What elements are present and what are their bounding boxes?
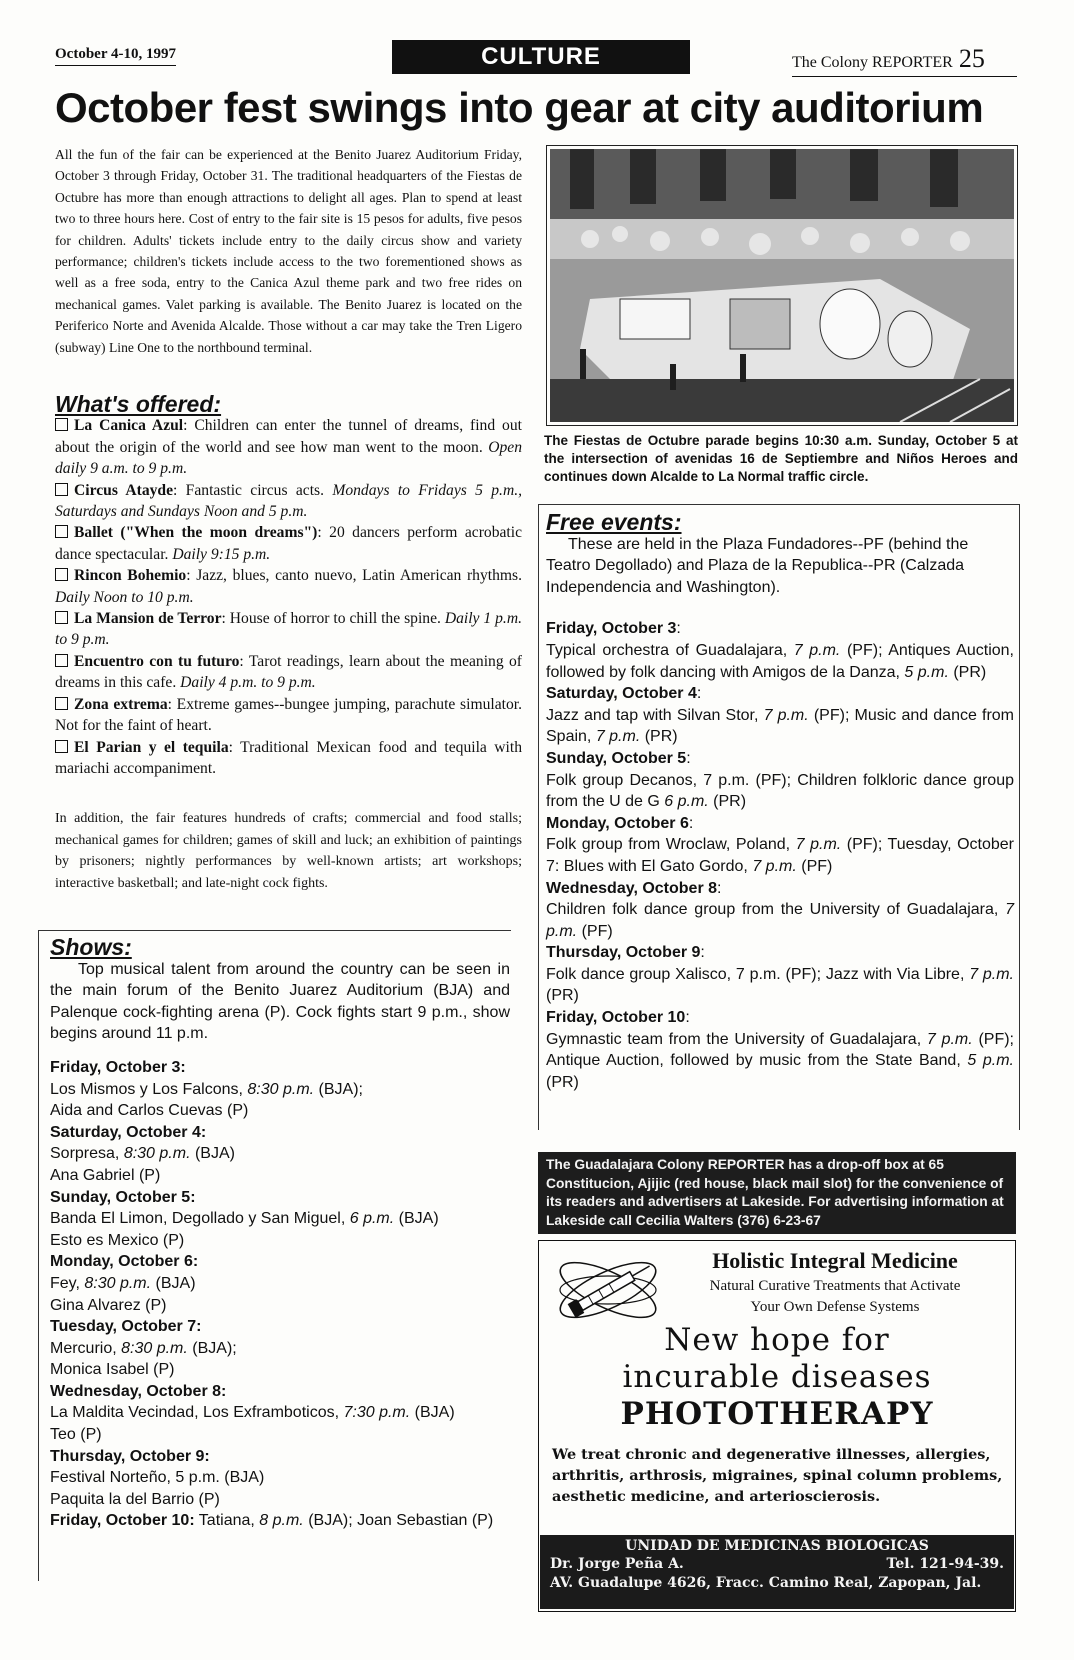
offered-item-desc: : House of horror to chill the spine. (221, 610, 445, 628)
checkbox-icon (55, 525, 68, 538)
body-text: Folk group Decanos, 7 p.m. (PF); Children folkloric dance group from the U de G (546, 771, 1014, 811)
show-day (50, 1251, 510, 1273)
ad-footer (540, 1535, 1014, 1609)
ad-headline-line-3: PHOTOTHERAPY (620, 1396, 934, 1432)
body-text: (PF) (577, 922, 613, 940)
body-text: (BJA); (187, 1339, 237, 1357)
free-day-label: Monday, October 6 (546, 814, 689, 832)
parade-photo-image (550, 149, 1014, 422)
body-text: (PF) (796, 857, 833, 875)
offered-item-name: Zona extrema (74, 695, 168, 713)
checkbox-icon (55, 697, 68, 710)
body-text: Los Mismos y Los Falcons, (50, 1080, 248, 1098)
show-day-colon: : (180, 1058, 186, 1076)
body-text: (BJA); Joan Sebastian (P) (303, 1512, 494, 1530)
time-text: 8:30 p.m. (123, 1145, 191, 1163)
offered-item-desc: : Tarot readings, learn about the meaning of dreams in this cafe. (55, 652, 522, 692)
time-text: 8:30 p.m. (84, 1274, 152, 1292)
offered-item-name: La Canica Azul (74, 417, 184, 435)
show-line (50, 1424, 510, 1446)
shows-schedule (50, 1057, 510, 1532)
ad-footer-org: UNIDAD DE MEDICINAS BIOLOGICAS (625, 1538, 929, 1554)
body-text: (BJA) (410, 1404, 455, 1422)
ad-title: Holistic Integral Medicine (712, 1248, 958, 1273)
show-line (50, 1230, 510, 1252)
checkbox-icon (55, 418, 68, 431)
offered-item-name: Rincon Bohemio (74, 567, 187, 585)
checkbox-icon (55, 483, 68, 496)
body-text: Festival Norteño, 5 p.m. (BJA) (50, 1469, 265, 1487)
body-text: (BJA); (314, 1080, 363, 1098)
body-text: Paquita la del Barrio (P) (50, 1490, 220, 1508)
addition-paragraph: In addition, the fair features hundreds of crafts; commercial and food stalls; mechanical games for children; games of skill and luck; an exhibition of paintings by prisoners; nightly performances by well-known artists; art workshops; interactive basketball; and late-night cock fights. (55, 811, 522, 891)
time-text: 7 p.m. (926, 1030, 973, 1048)
show-day-colon: : (221, 1382, 227, 1400)
publication-name: The Colony REPORTER (792, 54, 953, 71)
offered-item (55, 737, 522, 780)
publication-masthead (792, 44, 1017, 77)
ad-footer-contact (540, 1554, 1014, 1574)
dropoff-notice: The Guadalajara Colony REPORTER has a drop-off box at 65 Constitucion, Ajijic (red house, black mail slot) for the convenience of its readers and advertisers at Lakeside. For advertising information at Lakeside call Cecilia Walters (376) 6-23-67 (538, 1152, 1016, 1234)
body-text: Aida and Carlos Cuevas (P) (50, 1102, 249, 1120)
body-text: Sorpresa, (50, 1145, 124, 1163)
body-text: (PF); Antique Auction, followed by music from the State Band, (546, 1030, 1014, 1070)
offered-item (55, 415, 522, 479)
body-text: Banda El Limon, Degollado y San Miguel, (50, 1210, 350, 1228)
free-day-body (546, 1029, 1014, 1094)
show-day-label: Friday, October 3 (50, 1058, 181, 1076)
show-day-colon: : (189, 1512, 195, 1530)
time-text: 7 p.m. (763, 706, 809, 724)
free-day-label: Thursday, October 9 (546, 944, 701, 962)
show-day-label: Sunday, October 5 (50, 1188, 191, 1206)
checkbox-icon (55, 568, 68, 581)
body-text: Teo (P) (50, 1426, 102, 1444)
show-line (50, 1338, 510, 1360)
offered-item-desc: : Jazz, blues, canto nuevo, Latin American rhythms. (186, 567, 523, 585)
free-day-colon: : (676, 620, 681, 638)
offered-item-time: Daily 4 p.m. to 9 p.m. (180, 674, 316, 692)
offered-item (55, 565, 522, 608)
body-text: Mercurio, (50, 1339, 122, 1357)
offered-item-time: Daily 1 p.m. to 9 p.m. (55, 610, 522, 649)
offered-item (55, 608, 522, 651)
free-day-colon: : (685, 1009, 690, 1027)
body-text: (PF); Tuesday, October 7: Blues with El Gato Gordo, (546, 836, 1015, 875)
body-text: (BJA) (394, 1210, 439, 1228)
free-day-colon: : (686, 749, 691, 767)
ad-footer-doctor: Dr. Jorge Peña A. (550, 1556, 684, 1572)
show-line (50, 1165, 510, 1187)
body-text: Typical orchestra of Guadalajara, (546, 641, 794, 659)
show-day (50, 1057, 510, 1079)
body-text: (BJA) (190, 1145, 235, 1163)
offered-item-name: Encuentro con tu futuro (74, 652, 240, 670)
show-line (50, 1208, 510, 1230)
show-line (50, 1295, 510, 1317)
offered-item-desc: : Fantastic circus acts. (173, 481, 333, 499)
show-day-label: Thursday, October 9 (50, 1447, 205, 1465)
body-text: Tatiana, (198, 1512, 260, 1530)
ad-subtitle-line-2: Your Own Defense Systems (750, 1299, 920, 1315)
offered-item-name: El Parian y el tequila (74, 738, 229, 756)
show-day-colon: : (190, 1188, 196, 1206)
checkbox-icon (55, 611, 68, 624)
free-day-label: Sunday, October 5 (546, 749, 687, 767)
show-line (50, 1489, 510, 1511)
offered-item (55, 651, 522, 694)
show-day (50, 1381, 510, 1403)
free-events-schedule (546, 618, 1014, 1093)
free-day-body (546, 770, 1014, 813)
time-text: 5 p.m. (904, 663, 949, 681)
offered-item (55, 480, 522, 523)
time-text: 6 p.m. (664, 793, 709, 811)
body-text: (PF); Music and dance from Spain, (546, 706, 1014, 746)
body-text: Ana Gabriel (P) (50, 1166, 161, 1184)
show-day-colon: : (196, 1318, 202, 1336)
free-day (546, 1007, 1014, 1029)
shows-intro: Top musical talent from around the country can be seen in the main forum of the Benito Juarez Auditorium (BJA) and Palenque cock-fighting arena (P). Cock fights start 9 p.m., show begins around 11 p.m. (50, 960, 510, 1043)
checkbox-icon (55, 654, 68, 667)
time-text: 7 p.m. (795, 836, 842, 854)
parade-photo (546, 145, 1018, 426)
show-day (50, 1446, 510, 1468)
shows-title: Shows: (50, 934, 132, 960)
show-line (50, 1143, 510, 1165)
body-text: (PF); Antiques Auction, followed by folk dancing with Amigos de la Danza, (546, 641, 1014, 681)
time-text: 7 p.m. (793, 641, 841, 659)
offered-item-name: La Mansion de Terror (74, 610, 222, 628)
offered-item-time: Open daily 9 a.m. to 9 p.m. (55, 438, 522, 478)
body-text: Esto es Mexico (P) (50, 1231, 185, 1249)
free-day-body (546, 964, 1014, 1007)
ad-headline-line-2: incurable diseases (622, 1359, 932, 1395)
free-day-body (546, 640, 1014, 683)
show-line (50, 1467, 510, 1489)
free-events-section (546, 509, 1015, 1093)
show-day-label: Friday, October 10 (50, 1512, 190, 1530)
photo-caption (544, 432, 1018, 486)
free-day-label: Friday, October 3 (546, 620, 677, 638)
free-day-body (546, 705, 1014, 748)
ad-subtitle (660, 1276, 1010, 1318)
body-text: La Maldita Vecindad, Los Exframboticos, (50, 1404, 344, 1422)
offered-item (55, 522, 522, 565)
time-text: 8:30 p.m. (247, 1080, 315, 1098)
body-text: (PR) (640, 728, 678, 746)
body-text: Children folk dance group from the University of Guadalajara, (546, 901, 1006, 919)
free-day-label: Saturday, October 4 (546, 685, 697, 703)
free-day (546, 683, 1014, 705)
offered-item-desc: : 20 dancers perform acrobatic dance spectacular. (55, 524, 523, 563)
offered-item-time: Daily Noon to 10 p.m. (55, 588, 194, 606)
free-day-body (546, 834, 1014, 877)
time-text: 6 p.m. (349, 1210, 395, 1228)
free-day-colon: : (688, 814, 694, 832)
body-text: (PR) (546, 987, 579, 1005)
show-line (50, 1402, 510, 1424)
time-text: 7:30 p.m. (343, 1404, 411, 1422)
page-number: 25 (958, 44, 985, 73)
show-day-colon: : (204, 1447, 210, 1465)
show-day-label: Tuesday, October 7 (50, 1318, 197, 1336)
time-text: 7 p.m. (969, 965, 1015, 983)
show-line (50, 1359, 510, 1381)
free-day-colon: : (717, 879, 722, 897)
syringe-atom-logo-icon (552, 1248, 664, 1332)
ad-subtitle-line-1: Natural Curative Treatments that Activate (709, 1278, 961, 1294)
show-line (50, 1273, 510, 1295)
body-text: Fey, (50, 1274, 85, 1292)
show-day (50, 1122, 510, 1144)
free-events-intro: These are held in the Plaza Fundadores--PF (behind the Teatro Degollado) and Plaza de la Republica--PR (Calzada Independencia and Washington). (546, 535, 969, 596)
checkbox-icon (55, 740, 68, 753)
shows-section (50, 934, 510, 1532)
free-day-label: Friday, October 10 (546, 1009, 686, 1027)
offered-item-time: Mondays to Fridays 5 p.m., Saturdays and Sundays Noon and 5 p.m. (55, 481, 523, 521)
free-day-colon: : (700, 944, 705, 962)
issue-date: October 4-10, 1997 (55, 46, 176, 66)
free-day (546, 618, 1014, 640)
section-banner: CULTURE (392, 40, 690, 74)
offered-item-desc: : Traditional Mexican food and tequila with mariachi accompaniment. (55, 738, 523, 777)
time-text: 8 p.m. (259, 1512, 304, 1530)
free-day (546, 813, 1014, 835)
time-text: 7 p.m. (752, 857, 797, 875)
show-day (50, 1510, 510, 1532)
show-line (50, 1100, 510, 1122)
body-text: Folk dance group Xalisco, 7 p.m. (PF); Jazz with Via Libre, (546, 965, 970, 983)
ad-footer-phone: Tel. 121-94-39. (886, 1556, 1004, 1572)
show-day-colon: : (200, 1123, 207, 1141)
free-day (546, 748, 1014, 770)
whats-offered-title: What's offered: (55, 391, 222, 417)
ad-headline-line-1: New hope for (664, 1322, 890, 1358)
free-events-title: Free events: (546, 509, 682, 535)
show-day (50, 1316, 510, 1338)
free-day (546, 878, 1014, 900)
body-text: Jazz and tap with Silvan Stor, (546, 706, 764, 724)
show-day-colon: : (192, 1253, 199, 1271)
show-day (50, 1187, 510, 1209)
body-text: Monica Isabel (P) (50, 1361, 175, 1379)
free-day-body (546, 899, 1014, 942)
offered-item-desc: : Children can enter the tunnel of dreams, find out about the origin of the world and see how man went to the moon. (55, 417, 522, 456)
time-text: 5 p.m. (967, 1052, 1015, 1070)
show-day-label: Monday, October 6 (50, 1253, 193, 1271)
body-text: (PR) (708, 793, 747, 811)
offered-item-name: Ballet ("When the moon dreams") (74, 524, 318, 542)
offered-item-name: Circus Atayde (74, 481, 174, 499)
offered-item-time: Daily 9:15 p.m. (172, 545, 271, 563)
photo-caption-text: The Fiestas de Octubre parade begins 10:30 a.m. Sunday, October 5 at the intersection of avenidas 16 de Septiembre and Niños Heroes and continues down Alcalde to La Normal traffic circle. (544, 433, 1018, 484)
ad-headline (540, 1322, 1014, 1433)
show-day-label: Saturday, October 4 (50, 1123, 201, 1141)
body-text: (PR) (546, 1073, 579, 1091)
body-text: Gymnastic team from the University of Guadalajara, (546, 1030, 927, 1048)
free-day-label: Wednesday, October 8 (546, 879, 718, 897)
headline: October fest swings into gear at city auditorium (55, 84, 984, 131)
time-text: 8:30 p.m. (121, 1339, 188, 1357)
offered-item-desc: : Extreme games--bungee jumping, parachute simulator. Not for the faint of heart. (55, 695, 522, 735)
ad-footer-address: AV. Guadalupe 4626, Fracc. Camino Real, Zapopan, Jal. (550, 1575, 982, 1591)
show-day-label: Wednesday, October 8 (50, 1382, 222, 1400)
free-day (546, 942, 1014, 964)
time-text: 7 p.m. (595, 728, 641, 746)
offered-list (55, 415, 522, 779)
whats-offered-section (55, 391, 523, 779)
offered-item (55, 694, 522, 737)
show-line (50, 1079, 510, 1101)
free-day-colon: : (696, 685, 702, 703)
ad-body: We treat chronic and degenerative illnesses, allergies, arthritis, arthrosis, migraines, spinal column problems, aesthetic medicine, and arterioscierosis. (552, 1446, 1003, 1505)
intro-paragraph: All the fun of the fair can be experienced at the Benito Juarez Auditorium Friday, October 3 through Friday, October 31. The traditional headquarters of the Fiestas de Octubre has more than enough attractions to delight all ages. Plan to spend at least two to three hours here. Cost of entry to the fair site is 15 pesos for adults, five pesos for children. Adults' tickets include entry to the daily circus show and variety performance; children's tickets include access to the two forementioned shows as well as a free soda, entry to the Canica Azul theme park and two free rides on mechanical games. Valet parking is available. The Benito Juarez is located on the Periferico Norte and Avenida Alcalde. Those without a car may take the Tren Ligero (subway) Line One to the northbound terminal. (55, 147, 522, 355)
time-text: 7 p.m. (546, 901, 1014, 940)
body-text: (BJA) (151, 1274, 196, 1292)
body-text: Gina Alvarez (P) (50, 1296, 167, 1314)
body-text: (PR) (948, 663, 987, 681)
body-text: Folk group from Wroclaw, Poland, (546, 836, 796, 854)
